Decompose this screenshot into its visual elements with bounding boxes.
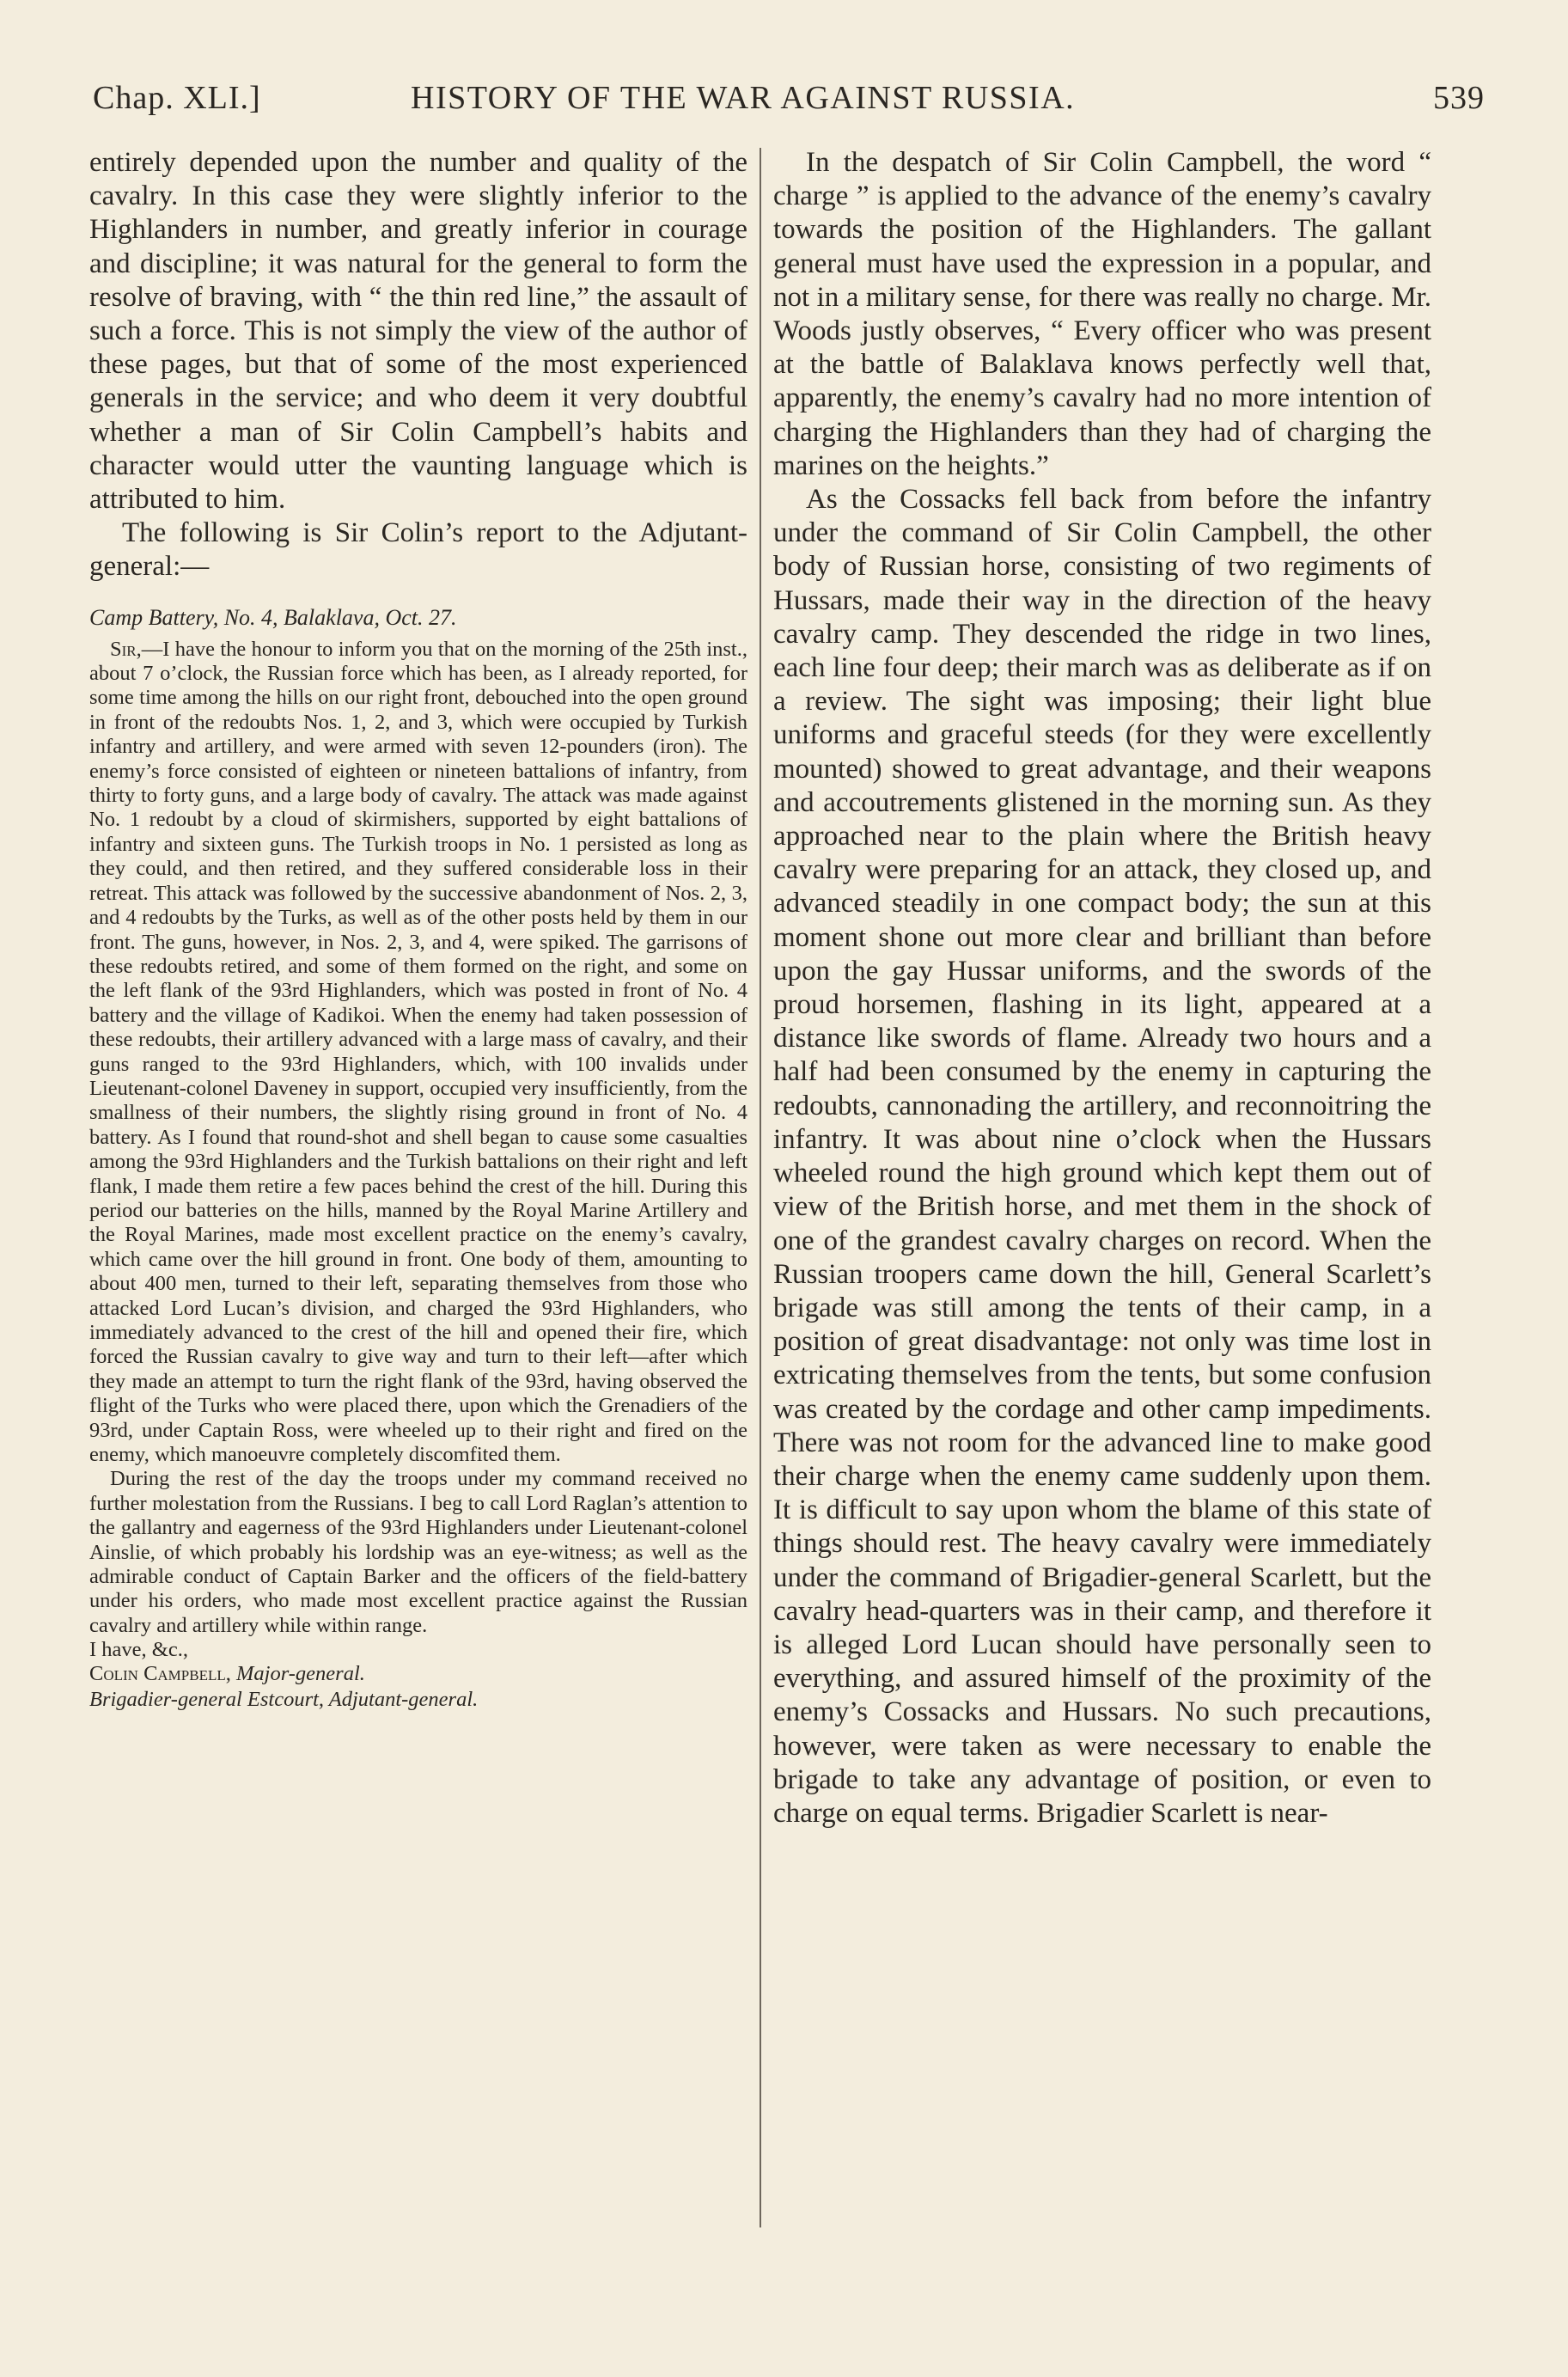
- letter-addressee: Brigadier-general Estcourt, Adjutant-general.: [89, 1688, 479, 1712]
- chapter-label: Chap. XLI.]: [93, 80, 261, 116]
- letter-paragraph-2: During the rest of the day the troops under my command received no further molestation from the Russians. I beg to call Lord Raglan’s attention to the gallantry and eagerness of the 93rd Highlanders under Lieutenant-colonel Ainslie, of which probably his lordship was an eye-witness; as well as the admirable conduct of Captain Barker and the officers of the field-battery under his orders, who made most excellent practice against the Russian cavalry and artillery while within range.: [89, 1467, 747, 1637]
- right-column: [773, 146, 1431, 2243]
- signature-rank: Major-general.: [236, 1662, 365, 1686]
- running-title: HISTORY OF THE WAR AGAINST RUSSIA.: [411, 80, 1076, 116]
- report-intro: The following is Sir Colin’s report to the Adjutant-general:—: [89, 517, 747, 583]
- signature-name: Colin Campbell,: [89, 1662, 231, 1686]
- campbell-letter: [89, 603, 747, 1714]
- page-number: 539: [1433, 80, 1485, 116]
- letter-paragraph-1: [89, 638, 747, 1468]
- opening-paragraph: entirely depended upon the number and quality of the cavalry. In this case they were slightly inferior to the Highlanders in number, and greatly inferior in courage and discipline; it was natural for the general to form the resolve of braving, with “ the thin red line,” the assault of such a force. This is not simply the view of the author of these pages, but that of some of the most experienced generals in the service; and who deem it very doubtful whether a man of Sir Colin Campbell’s habits and character would utter the vaunting language which is attributed to him.: [89, 147, 747, 516]
- letter-salutation: Sir,: [110, 637, 142, 661]
- right-paragraph-1: In the despatch of Sir Colin Campbell, the word “ charge ” is applied to the advance of the enemy’s cavalry towards the position of the Highlanders. The gallant general must have used the expression in a popular, and not in a military sense, for there was really no charge. Mr. Woods justly observes, “ Every officer who was present at the battle of Balaklava knows perfectly well that, apparently, the enemy’s cavalry had no more intention of charging the Highlanders than they had of charging the marines on the heights.”: [773, 147, 1431, 481]
- running-head: [93, 79, 1485, 131]
- letter-closing: I have, &c.,: [89, 1638, 188, 1662]
- column-divider: [760, 148, 761, 2227]
- left-column: [89, 146, 747, 2243]
- letter-paragraph-1-text: —I have the honour to inform you that on the morning of the 25th inst., about 7 o’clock, the Russian force which has been, as I already reported, for some time among the hills on our right front, debouched into the open ground in front of the redoubts Nos. 1, 2, and 3, which were occupied by Turkish infantry and artillery, and were armed with seven 12-pounders (iron). The enemy’s force consisted of eighteen or nineteen battalions of infantry, from thirty to forty guns, and a large body of cavalry. The attack was made against No. 1 redoubt by a cloud of skirmishers, supported by eight battalions of infantry and sixteen guns. The Turkish troops in No. 1 persisted as long as they could, and then retired, and they suffered considerable loss in their retreat. This attack was followed by the successive abandonment of Nos. 2, 3, and 4 redoubts by the Turks, as well as of the other posts held by them in our front. The guns, however, in Nos. 2, 3, and 4, were spiked. The garrisons of these redoubts retired, and some of them formed on the right, and some on the left flank of the 93rd Highlanders, which was posted in front of No. 4 battery and the village of Kadikoi. When the enemy had taken possession of these redoubts, their artillery advanced with a large mass of cavalry, and their guns ranged to the 93rd Highlanders, which, with 100 invalids under Lieutenant-colonel Daveney in support, occupied very insufficiently, from the smallness of their numbers, the slightly rising ground in front of No. 4 battery. As I found that round-shot and shell began to cause some casualties among the 93rd Highlanders and the Turkish battalions on their right and left flank, I made them retire a few paces behind the crest of the hill. During this period our batteries on the hills, manned by the Royal Marine Artillery and the Royal Marines, made most excellent practice on the enemy’s cavalry, which came over the hill ground in front. One body of them, amounting to about 400 men, turned to their left, separating themselves from those who attacked Lord Lucan’s division, and charged the 93rd Highlanders, who immediately advanced to the crest of the hill and opened their fire, which forced the Russian cavalry to give way and turn to their left—after which they made an attempt to turn the right flank of the 93rd, having observed the flight of the Turks who were placed there, upon which the Grenadiers of the 93rd, under Captain Ross, were wheeled up to their right and fired on the enemy, which manoeuvre completely discomfited them.: [89, 637, 747, 1467]
- letter-dateline: Camp Battery, No. 4, Balaklava, Oct. 27.: [89, 604, 457, 630]
- letter-signature: [89, 1662, 747, 1686]
- right-paragraph-2: As the Cossacks fell back from before the infantry under the command of Sir Colin Campbell, the other body of Russian horse, consisting of two regiments of Hussars, made their way in the direction of the heavy cavalry camp. They descended the ridge in two lines, each line four deep; their march was as deliberate as if on a review. The sight was imposing; their light blue uniforms and graceful steeds (for they were excellently mounted) showed to great advantage, and their weapons and accoutrements glistened in the morning sun. As they approached near to the plain where the British heavy cavalry were preparing for an attack, they closed up, and advanced steadily in one compact body; the sun at this moment shone out more clear and brilliant than before upon the gay Hussar uniforms, and the swords of the proud horsemen, flashing in its light, appeared at a distance like swords of flame. Already two hours and a half had been consumed by the enemy in capturing the redoubts, cannonading the artillery, and reconnoitring the infantry. It was about nine o’clock when the Hussars wheeled round the high ground which kept them out of view of the British horse, and met them in the shock of one of the grandest cavalry charges on record. When the Russian troopers came down the hill, General Scarlett’s brigade was still among the tents of their camp, in a position of great disadvantage: not only was time lost in extricating themselves from the tents, but some confusion was created by the cordage and other camp impediments. There was not room for the advanced line to make good their charge when the enemy came suddenly upon them. It is difficult to say upon whom the blame of this state of things should rest. The heavy cavalry were immediately under the command of Brigadier-general Scarlett, but the cavalry head-quarters was in their camp, and therefore it is alleged Lord Lucan should have personally seen to everything, and assured himself of the proximity of the enemy’s Cossacks and Hussars. No such precautions, however, were taken as were necessary to enable the brigade to take any advantage of position, or even to charge on equal terms. Brigadier Scarlett is near-: [773, 484, 1431, 1829]
